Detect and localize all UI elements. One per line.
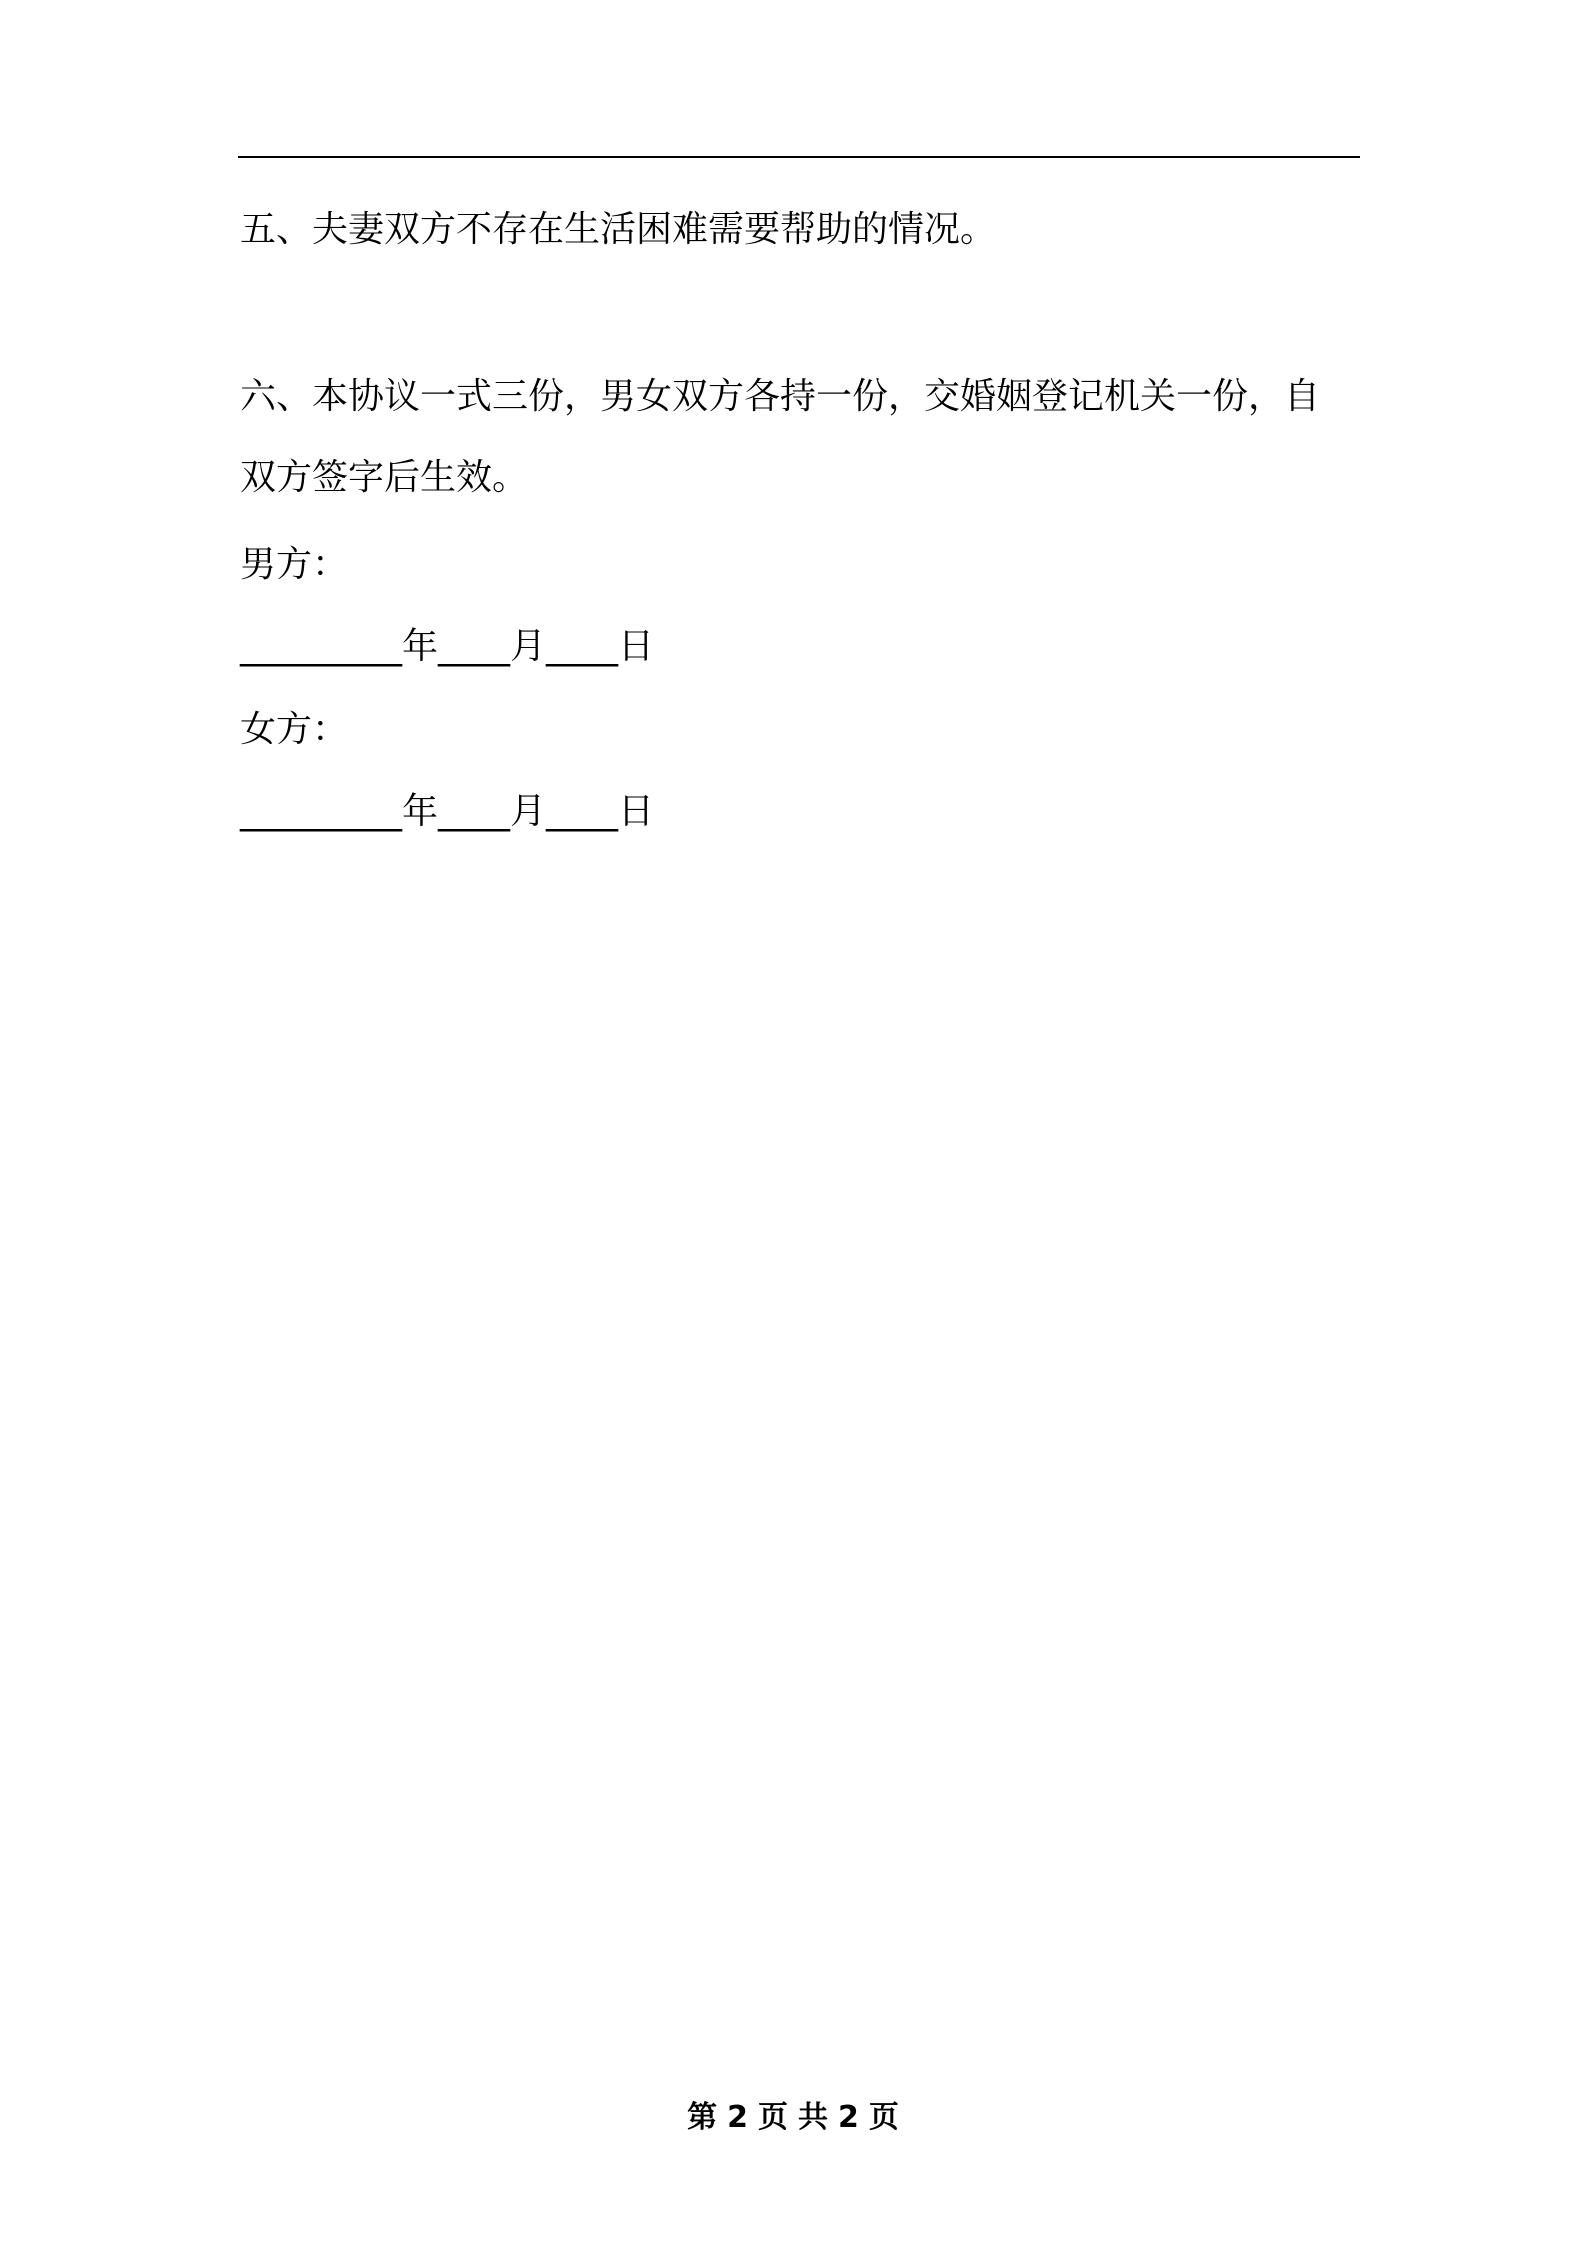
male-signature-date: _________年____月____日	[240, 626, 654, 667]
clause-5: 五、夫妻双方不存在生活困难需要帮助的情况。	[240, 209, 997, 250]
female-signature-date: _________年____月____日	[240, 791, 654, 832]
footer-current-page: 2	[727, 2100, 748, 2135]
footer-total-suffix: 页	[868, 2100, 899, 2135]
header-divider	[238, 156, 1360, 158]
clause-6-line-2: 双方签字后生效。	[240, 457, 529, 498]
footer-page-prefix: 第	[687, 2100, 718, 2135]
female-signature-label: 女方：	[240, 709, 349, 750]
clause-6-line-1: 六、本协议一式三份，男女双方各持一份，交婚姻登记机关一份，自	[240, 376, 1321, 417]
page-footer	[0, 2098, 1586, 2138]
footer-page-word: 页	[758, 2100, 788, 2135]
footer-total-pages: 2	[838, 2100, 859, 2135]
footer-total-prefix: 共	[798, 2100, 828, 2135]
male-signature-label: 男方：	[240, 544, 349, 585]
